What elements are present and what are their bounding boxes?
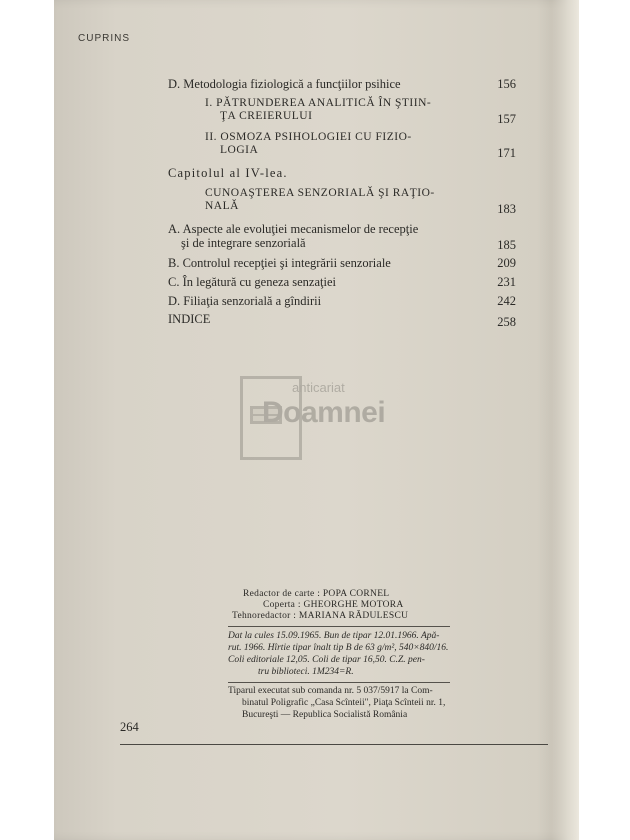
toc-entry-page: 157 <box>497 112 516 126</box>
toc-entry-page: 185 <box>497 238 516 252</box>
divider <box>228 682 450 683</box>
print-info-line: Coli editoriale 12,05. Coli de tipar 16,50. C.Z. pen- <box>228 655 425 665</box>
printer-line: Bucureşti — Republica Socialistă România <box>242 710 408 720</box>
toc-entry-label: CUNOAŞTEREA SENZORIALĂ ŞI RAŢIO- <box>205 187 435 199</box>
toc-entry-label: INDICE <box>168 312 211 326</box>
watermark-small-text: anticariat <box>292 380 345 395</box>
toc-entry-label: C. În legătură cu geneza senzaţiei <box>168 275 336 289</box>
toc-entry-page: 242 <box>497 294 516 308</box>
toc-entry-label: şi de integrare senzorială <box>181 236 306 250</box>
running-head: CUPRINS <box>78 33 131 44</box>
bottom-rule <box>120 744 548 745</box>
watermark-logo <box>240 376 410 460</box>
toc-entry-page: 258 <box>497 315 516 329</box>
editor-credit: Redactor de carte : POPA CORNEL <box>243 589 390 599</box>
printer-line: Tiparul executat sub comanda nr. 5 037/5917 la Com- <box>228 686 433 696</box>
toc-entry-label: B. Controlul recepţiei şi integrării senzoriale <box>168 256 391 270</box>
toc-entry-page: 156 <box>497 77 516 91</box>
toc-entry-label: LOGIA <box>220 144 259 156</box>
cover-credit: Coperta : GHEORGHE MOTORA <box>263 600 404 610</box>
toc-entry-page: 171 <box>497 146 516 160</box>
print-info-line: rut. 1966. Hîrtie tipar înalt tip B de 63 g/m², 540×840/16. <box>228 643 449 653</box>
toc-entry-label: II. OSMOZA PSIHOLOGIEI CU FIZIO- <box>205 131 412 143</box>
toc-entry-label: I. PĂTRUNDEREA ANALITICĂ ÎN ŞTIIN- <box>205 97 432 109</box>
toc-entry-label: D. Filiaţia senzorială a gîndirii <box>168 294 322 308</box>
divider <box>228 626 450 627</box>
toc-entry-label: ŢA CREIERULUI <box>220 110 313 122</box>
page-number: 264 <box>120 720 139 734</box>
toc-entry-label: A. Aspecte ale evoluţiei mecanismelor de recepţie <box>168 222 419 236</box>
printer-line: binatul Poligrafic „Casa Scînteii", Piaţa Scînteii nr. 1, <box>242 698 446 708</box>
print-info-line: tru biblioteci. 1M234=R. <box>258 667 354 677</box>
chapter-heading: Capitolul al IV-lea. <box>168 166 288 180</box>
toc-entry-page: 231 <box>497 275 516 289</box>
toc-entry-page: 209 <box>497 256 516 270</box>
watermark-big-text: Doamnei <box>262 396 386 429</box>
toc-entry-label: NALĂ <box>205 200 239 212</box>
tech-credit: Tehnoredactor : MARIANA RĂDULESCU <box>232 611 409 621</box>
toc-entry-page: 183 <box>497 202 516 216</box>
print-info-line: Dat la cules 15.09.1965. Bun de tipar 12.01.1966. Apă- <box>228 631 440 641</box>
toc-entry-label: D. Metodologia fiziologică a funcţiilor psihice <box>168 77 401 91</box>
